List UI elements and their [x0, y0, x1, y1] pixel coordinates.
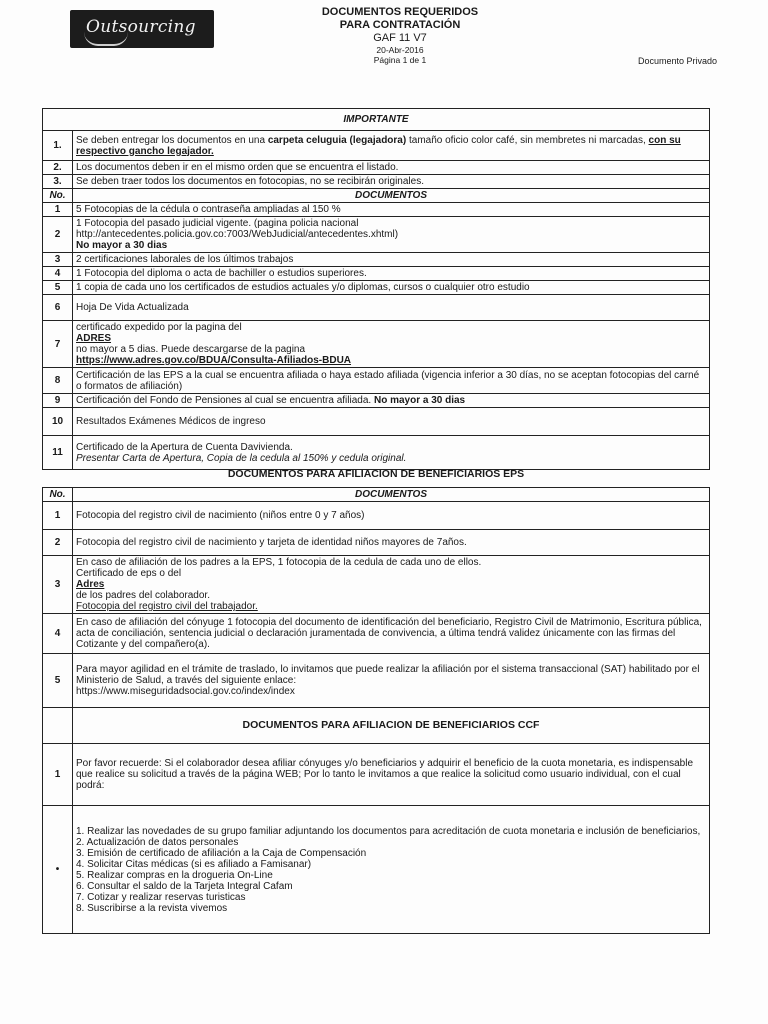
list-item: 4. Solicitar Citas médicas (si es afiliado a Famisanar)	[76, 858, 312, 870]
column-header-documentos: DOCUMENTOS	[73, 189, 710, 203]
row-number: 5	[43, 281, 73, 295]
column-header-no: No.	[43, 488, 73, 502]
row-text: Por favor recuerde: Si el colaborador desea afiliar cónyuges y/o beneficiarios y adquirir el beneficio de la cuota monetaria, es indispensable que realice su solicitud a través de la página WEB; Por lo tanto le invitamos a que realice la solicitud como usuario individual, con el cual podrá:	[73, 744, 710, 806]
row-number: 4	[43, 614, 73, 654]
list-item: 1. Realizar las novedades de su grupo familiar adjuntando los documentos para acreditación de cuota monetaria e inclusión de beneficiarios,	[76, 825, 701, 837]
documentos-header-row	[43, 189, 710, 203]
title-line2: PARA CONTRATACIÓN	[339, 19, 461, 31]
row-number: 10	[43, 408, 73, 436]
row-number: 8	[43, 368, 73, 394]
row-number: 3	[43, 253, 73, 267]
table-row	[43, 530, 710, 556]
row-text: Certificación del Fondo de Pensiones al cual se encuentra afiliada. No mayor a 30 dias	[73, 394, 710, 408]
logo-text: Outsourcing	[86, 17, 196, 37]
row-number: 3	[43, 556, 73, 614]
row-number: 9	[43, 394, 73, 408]
company-logo	[70, 10, 214, 48]
row-number: 1	[43, 744, 73, 806]
row-number: 1	[43, 502, 73, 530]
ccf-title-row	[43, 708, 710, 744]
row-bullet: •	[43, 806, 73, 934]
row-text: Para mayor agilidad en el trámite de traslado, lo invitamos que puede realizar la afiliación por el sistema transaccional (SAT) habilitado por el Ministerio de Salud, a través del siguiente enlace: https://www.miseguridadsocial.gov.co/index/index	[73, 654, 710, 708]
row-number: 2.	[43, 161, 73, 175]
table-row	[43, 295, 710, 321]
list-item: 3. Emisión de certificado de afiliación a la Caja de Compensación	[76, 847, 367, 859]
list-item: 2. Actualización de datos personales	[76, 836, 239, 848]
miseguridadsocial-link[interactable]: https://www.miseguridadsocial.gov.co/index/index	[76, 686, 295, 697]
table-row	[43, 217, 710, 253]
ccf-benefits-list	[73, 806, 710, 934]
row-text: Se deben traer todos los documentos en fotocopias, no se recibirán originales.	[73, 175, 710, 189]
row-number: 2	[43, 530, 73, 556]
column-header-documentos: DOCUMENTOS	[73, 488, 710, 502]
row-text: Certificación de las EPS a la cual se encuentra afiliada o haya estado afiliada (vigencia inferior a 30 días, no se aceptan fotocopias del carné o formatos de afiliación)	[73, 368, 710, 394]
row-number: 7	[43, 321, 73, 368]
list-item: 7. Cotizar y realizar reservas turisticas	[76, 891, 246, 903]
table-row	[43, 175, 710, 189]
column-header-no: No.	[43, 189, 73, 203]
eps-section-title: DOCUMENTOS PARA AFILIACION DE BENEFICIARIOS EPS	[227, 468, 525, 480]
row-text: 1 Fotocopia del pasado judicial vigente. (pagina policia nacional http://antecedentes.policia.gov.co:7003/WebJudicial/antecedentes.xhtml) No mayor a 30 dias	[73, 217, 710, 253]
table-row	[43, 131, 710, 161]
row-number: 1.	[43, 131, 73, 161]
table-row	[43, 267, 710, 281]
row-number: 11	[43, 436, 73, 470]
row-text: certificado expedido por la pagina del ADRES no mayor a 5 dias. Puede descargarse de la pagina https://www.adres.gov.co/BDUA/Consulta-Afiliados-BDUA	[73, 321, 710, 368]
list-item: 5. Realizar compras en la drogueria On-Line	[76, 869, 273, 881]
row-text: En caso de afiliación de los padres a la EPS, 1 fotocopia de la cedula de cada uno de ellos. Certificado de eps o del Adres de los padres del colaborador. Fotocopia del registro civil del trabajador.	[73, 556, 710, 614]
adres-link[interactable]: https://www.adres.gov.co/BDUA/Consulta-Afiliados-BDUA	[76, 355, 352, 366]
document-date: 20-Abr-2016	[376, 45, 424, 55]
row-number: 3.	[43, 175, 73, 189]
table-row	[43, 436, 710, 470]
row-text: Los documentos deben ir en el mismo orden que se encuentra el listado.	[73, 161, 710, 175]
row-text: Fotocopia del registro civil de nacimiento (niños entre 0 y 7 años)	[73, 502, 710, 530]
row-number: 6	[43, 295, 73, 321]
row-text: Certificado de la Apertura de Cuenta Davivienda. Presentar Carta de Apertura, Copia de la cedula al 150% y cedula original.	[73, 436, 710, 470]
document-header	[290, 6, 510, 65]
document-code: GAF 11 V7	[373, 32, 427, 44]
table-row	[43, 806, 710, 934]
table-row	[43, 408, 710, 436]
table-row	[43, 253, 710, 267]
importante-heading: IMPORTANTE	[43, 109, 710, 131]
row-number: 4	[43, 267, 73, 281]
row-text: Hoja De Vida Actualizada	[73, 295, 710, 321]
table-row	[43, 321, 710, 368]
table-row	[43, 614, 710, 654]
eps-header-row	[43, 488, 710, 502]
row-number: 2	[43, 217, 73, 253]
row-number: 1	[43, 203, 73, 217]
table-row	[43, 556, 710, 614]
row-text: En caso de afiliación del cónyuge 1 fotocopia del documento de identificación del beneficiario, Registro Civil de Matrimonio, Escritura pública, acta de conciliación, sentencia judicial o declaración juramentada de convivencia, a última tendrá validez únicamente con las firmas del Cotizante y del compañero(a).	[73, 614, 710, 654]
table-row	[43, 203, 710, 217]
table-row	[43, 368, 710, 394]
beneficiaries-table	[42, 487, 710, 934]
required-documents-table	[42, 108, 710, 470]
row-text: Resultados Exámenes Médicos de ingreso	[73, 408, 710, 436]
table-row	[43, 654, 710, 708]
table-row	[43, 744, 710, 806]
ccf-section-title: DOCUMENTOS PARA AFILIACION DE BENEFICIARIOS CCF	[73, 708, 710, 744]
importante-heading-row	[43, 109, 710, 131]
row-text: Se deben entregar los documentos en una carpeta celuguia (legajadora) tamaño oficio color café, sin membretes ni marcadas, con su respectivo gancho legajador.	[73, 131, 710, 161]
logo-swoosh-icon	[84, 32, 128, 46]
row-text: 1 copia de cada uno los certificados de estudios actuales y/o diplomas, cursos o cualquier otro estudio	[73, 281, 710, 295]
page-number: Página 1 de 1	[373, 55, 427, 65]
table-row	[43, 394, 710, 408]
row-number: 5	[43, 654, 73, 708]
empty-cell	[43, 708, 73, 744]
row-text: 1 Fotocopia del diploma o acta de bachiller o estudios superiores.	[73, 267, 710, 281]
title-line1: DOCUMENTOS REQUERIDOS	[321, 6, 479, 18]
row-text: 5 Fotocopias de la cédula o contraseña ampliadas al 150 %	[73, 203, 710, 217]
list-item: 6. Consultar el saldo de la Tarjeta Integral Cafam	[76, 880, 293, 892]
list-item: 8. Suscribirse a la revista vivemos	[76, 902, 228, 914]
row-text: 2 certificaciones laborales de los últimos trabajos	[73, 253, 710, 267]
table-row	[43, 502, 710, 530]
table-row	[43, 161, 710, 175]
row-text: Fotocopia del registro civil de nacimiento y tarjeta de identidad niños mayores de 7años.	[73, 530, 710, 556]
judicial-link[interactable]: http://antecedentes.policia.gov.co:7003/WebJudicial/antecedentes.xhtml)	[76, 229, 399, 240]
table-row	[43, 281, 710, 295]
document-classification: Documento Privado	[638, 56, 718, 66]
